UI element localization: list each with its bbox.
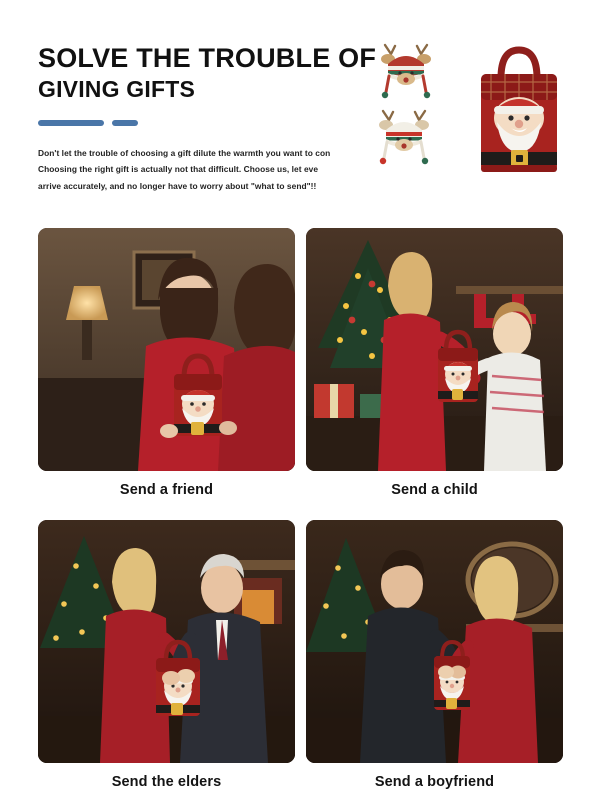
accent-rule-short xyxy=(112,120,138,126)
headline-line-2: GIVING GIFTS xyxy=(38,75,196,102)
caption-send-the-elders: Send the elders xyxy=(111,774,222,790)
body-line-1: Don't let the trouble of choosing a gift dilute the warmth you want to con xyxy=(38,147,331,158)
photo-send-the-elders xyxy=(38,520,295,763)
photo-send-a-child xyxy=(306,228,563,471)
reindeer-knit-hat-icon xyxy=(375,40,437,102)
gallery-item xyxy=(38,520,295,804)
accent-rule-long xyxy=(38,120,104,126)
caption-send-a-boyfriend: Send a boyfriend xyxy=(374,774,495,790)
reindeer-knit-hat-white-icon xyxy=(373,106,435,168)
gallery-item xyxy=(306,228,563,512)
photo-send-a-boyfriend xyxy=(306,520,563,763)
photo-send-a-friend xyxy=(38,228,295,471)
gallery-grid xyxy=(38,228,563,804)
product-cluster xyxy=(367,38,567,188)
page-header xyxy=(0,0,601,191)
body-line-2: Choosing the right gift is actually not that difficult. Choose us, let eve xyxy=(38,164,319,175)
body-line-3: arrive accurately, and no longer have to worry about "what to send"!! xyxy=(38,180,317,191)
body-copy xyxy=(38,145,348,194)
gallery-item xyxy=(306,520,563,804)
gallery-item xyxy=(38,228,295,512)
caption-send-a-child: Send a child xyxy=(391,482,478,498)
headline-line-1: SOLVE THE TROUBLE OF xyxy=(38,43,377,73)
santa-felt-gift-tote-icon xyxy=(471,44,567,180)
caption-send-a-friend: Send a friend xyxy=(119,482,214,498)
page-title xyxy=(38,42,378,103)
